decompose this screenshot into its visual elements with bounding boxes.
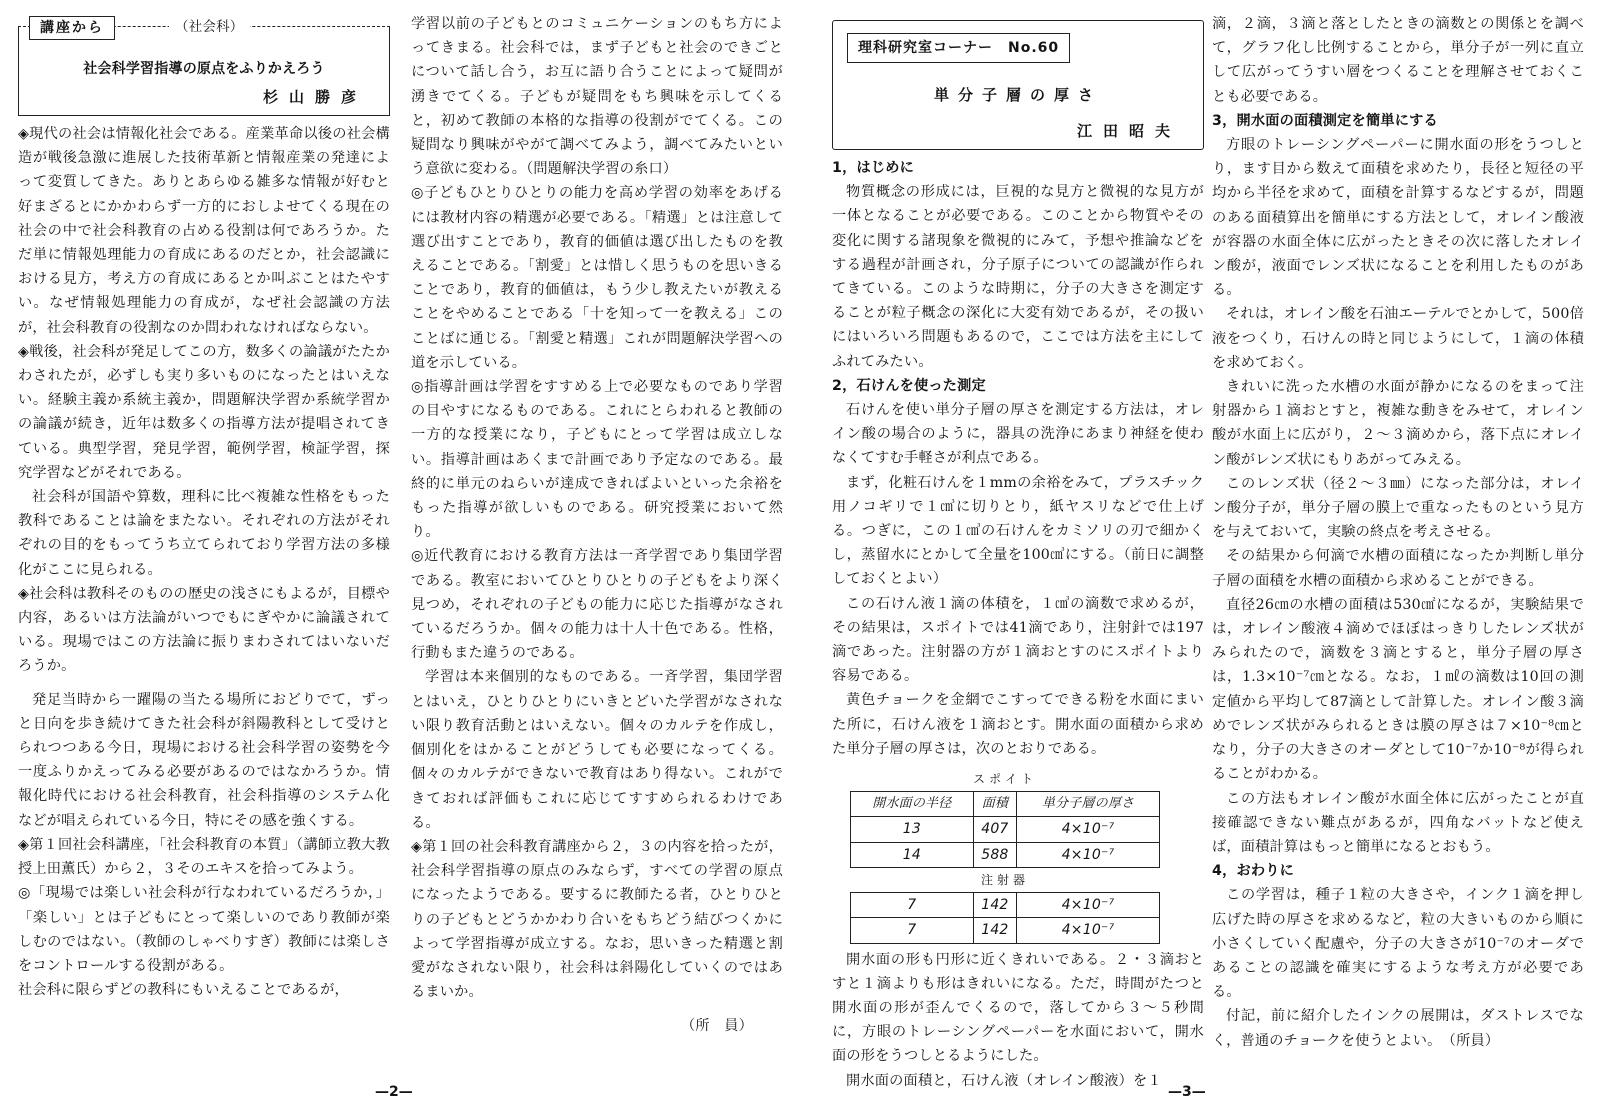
paragraph: ◈社会科は教科そのものの歴史の浅さにもよるが，目標や内容，あるいは方法論がいつでもにぎやかに論議されている。現場ではこの方法論に振りまわされてはいないだろうか。	[18, 585, 390, 675]
table-cell: 7	[851, 918, 974, 943]
left-column-2	[411, 12, 783, 1074]
corner-tag: 理科研究室コーナー No.60	[847, 33, 1070, 63]
group-label-syringe: 注射器	[980, 872, 1029, 887]
paragraph: 黄色チョークを金網でこすってできる粉を水面にまいた所に，石けん液を１滴おとす。開水面の面積から求めた単分子層の厚さは，次のとおりである。	[832, 692, 1204, 757]
table-cell: 4×10⁻⁷	[1017, 893, 1160, 918]
paragraph: 社会科が国語や算数，理科に比べ複雑な性格をもった教科であることは論をまたない。それぞれの方法がそれぞれの目的をもってうち立てられており学習方法の多様化がここに見られる。	[18, 489, 390, 578]
paragraph: 石けんを使い単分子層の厚さを測定する方法は，オレイン酸の場合のように，器具の洗浄にあまり神経を使わなくてすむ手軽さが利点である。	[832, 402, 1204, 467]
page-number-left: —2—	[375, 1084, 413, 1100]
paragraph: 滴，２滴，３滴と落としたときの滴数との関係とを調べて，グラフ化し比例することから，単分子が一列に直立して広がってうすい層をつくることを理解させておくことも必要である。	[1212, 16, 1584, 105]
table-row	[851, 842, 1160, 867]
group-label-dropper: スポイト	[972, 772, 1037, 787]
paragraph: ◈第１回社会科講座，「社会科教育の本質」（講師立教大教授上田薫氏）から２，３そのエキスを拾ってみよう。	[18, 836, 390, 878]
table-cell: 4×10⁻⁷	[1017, 817, 1160, 842]
table-cell: 14	[851, 842, 974, 867]
paragraph: 開水面の形も円形に近くきれいである。２・３滴おとすと１滴よりも形はきれいになる。ただ，時間がたつと開水面の形が歪んでくるので，落してから３～５秒間に，方眼のトレーシングペーパーを水面において，開水面の形をうつしとるようにした。	[832, 951, 1204, 1065]
paragraph: 付記，前に紹介したインクの展開は，ダストレスでなく，普通のチョークを使うとよい。 （所員）	[1212, 1008, 1584, 1049]
paragraph: 学習は本来個別的なものである。一斉学習，集団学習とはいえ，ひとりひとりにいきとどいた学習がなされない限り教育活動とはいえない。個々のカルテを作成し，個別化をはかることがどうしても必要になってくる。個々のカルテができないで教育はあり得ない。これができておれば評価もこれに応じてすすめられるわけである。	[411, 669, 783, 831]
table-row	[851, 918, 1160, 943]
paragraph: この方法もオレイン酸が水面全体に広がったことが直接確認できない難点があるが，四角なバットなど使えば，面積計算はもっと簡単になるとおもう。	[1212, 790, 1584, 855]
table-cell: 407	[973, 817, 1016, 842]
paragraph: ◈第１回の社会科教育講座から２，３の内容を拾ったが，社会科学習指導の原点のみならず，すべての学習の原点になったようである。要するに教師たる者，ひとりひとりの子どもとどうかかわり合いをもちどう結びつくかによって学習指導が成立する。なお，思いきった精選と割愛がなされない限り，社会科は斜陽化していくのではあるまいか。	[411, 838, 783, 1001]
paragraph: 発足当時から一躍陽の当たる場所におどりでて，ずっと日向を歩き続けてきた社会科が斜陽教科として受けとられつつある今日，現場における社会科学習の姿勢を今一度ふりかえってみる必要があるのではなかろうか。情報化時代における社会科教育，社会科指導のシステム化などが唱えられている今日，特にその感を強くする。	[18, 691, 390, 829]
paragraph: ◎近代教育における教育方法は一斉学習であり集団学習である。教室においてひとりひとりの子どもをより深く見つめ，それぞれの子どもの能力に応じた指導がなされているだろうか。個々の能力は十人十色である。性格，行動もまた違うのである。	[411, 548, 783, 662]
table-cell: 588	[973, 842, 1016, 867]
table-cell: 4×10⁻⁷	[1017, 918, 1160, 943]
paragraph: その結果から何滴で水槽の面積になったか判断し単分子層の面積を水槽の面積から求めることができる。	[1212, 548, 1584, 589]
paragraph: ◎「現場では楽しい社会科が行なわれているだろうか，」「楽しい」とは子どもにとって楽しいのであり教師が楽しむのではない。（教師のしゃべりすぎ）教師には楽しさをコントロールする役割がある。	[18, 885, 390, 974]
paragraph: 直径26㎝の水槽の面積は530㎠になるが，実験結果では，オレイン酸液４滴めでほぼはっきりしたレンズ状がみられたので，滴数を３滴とすると，単分子層の厚さは，1.3×10⁻⁷㎝となる。なお，１㎖の滴数は10回の測定値から平均して87滴として計算した。オレイン酸３滴めでレンズ状がみられるときは膜の厚さは７×10⁻⁸㎝となり，分子の大きさのオーダとして10⁻⁷か10⁻⁸が得られることがわかる。	[1212, 596, 1584, 783]
table-header: 開水面の半径	[851, 792, 974, 817]
lecture-title-box	[18, 19, 390, 116]
table-cell: 7	[851, 893, 974, 918]
signoff: （所 員）	[681, 1018, 753, 1035]
table-header-row	[851, 792, 1160, 817]
section-heading: 2，石けんを使った測定	[832, 377, 986, 394]
right-column-2	[1212, 12, 1584, 1087]
table-cell: 142	[973, 918, 1016, 943]
table-header: 面積	[973, 792, 1016, 817]
paragraph: それは，オレイン酸を石油エーテルでとかして，500倍液をつくり，石けんの時と同じようにして，１滴の体積を求めておく。	[1212, 306, 1584, 371]
paragraph: 開水面の面積と，石けん液（オレイン酸液）を１	[846, 1072, 1162, 1089]
paragraph: ◈現代の社会は情報化社会である。産業革命以後の社会構造が戦後急激に進展した技術革新と情報産業の発達によって変質してきた。ありとあらゆる雑多な情報が好むと好まざるとにかかわらず一方的におしよせてくる現在の社会の中で社会科教育の占める役割は何であろうか。ただ単に情報処理能力の育成にあるのだとか，社会認識における見方，考え方の育成にあるとか叫ぶことはたやすい。なぜ情報処理能力の育成が，なぜ社会認識の方法が，社会科教育の役割なのか問われなければならない。	[18, 126, 390, 336]
paragraph: 社会科に限らずどの教科にもいえることであるが，	[18, 982, 349, 999]
lecture-tag: 講座から	[29, 16, 115, 40]
table-header: 単分子層の厚さ	[1017, 792, 1160, 817]
article-title: 社会科学習指導の原点をふりかえろう	[83, 61, 325, 77]
left-column-1	[18, 12, 390, 1074]
section-heading: 3，開水面の面積測定を簡単にする	[1212, 112, 1438, 129]
paragraph: 方眼のトレーシングペーパーに開水面の形をうつしとり，ます目から数えて面積を求めたり，長径と短径の平均から半径を求めて，面積を計算するなどするが，問題のある面積算出を簡単にする方法として，オレイン酸液が容器の水面全体に広がったときその次に落したオレイン酸が，液面でレンズ状になることを利用したものがある。	[1212, 137, 1584, 299]
paragraph: ◎指導計画は学習をすすめる上で必要なものであり学習の目やすになるものである。これにとらわれると教師の一方的な授業になり，子どもにとって学習は成立しない。指導計画はあくまで計画であり予定なのである。最終的に単元のねらいが達成できればよいといった余裕をもった指導が欲しいものである。研究授業において然り。	[411, 379, 783, 541]
table-row	[851, 817, 1160, 842]
subject-label: （社会科）	[169, 16, 250, 38]
paragraph: 学習以前の子どもとのコミュニケーションのもち方によってきまる。社会科では，まず子どもと社会のできごとについて話し合う，お互に語り合うことによって疑問が湧きでてくる。子どもが疑問をもち興味を示してくると，初めて教師の本格的な指導の役割がでてくる。この疑問なり興味がやがて調べてみよう，調べてみたいという意欲に変わる。（問題解決学習の糸口）	[411, 16, 783, 178]
corner-title-box	[832, 20, 1204, 150]
table-row	[851, 893, 1160, 918]
paragraph: このレンズ状（径２～３㎜）になった部分は，オレイン酸分子が，単分子層の膜上で重なったものという見方を与えておいて，実験の終点を考えさせる。	[1212, 475, 1584, 541]
paragraph: 物質概念の形成には，巨視的な見方と微視的な見方が一体となることが必要である。このことから物質やその変化に関する諸現象を微視的にみて，予想や推論などをする過程が計画され，分子原子についての認識が作られてきている。このような時期に，分子の大きさを測定することが粒子概念の深化に大変有効であるが，その扱いにはいろいろ問題もあるので，ここでは方法を主にしてふれてみたい。	[832, 184, 1204, 370]
article-title: 単分子層の厚さ	[933, 86, 1102, 104]
section-heading: 4，おわりに	[1212, 863, 1295, 880]
measurement-table	[850, 767, 1160, 943]
paragraph: ◈戦後，社会科が発足してこの方，数多くの論議がたたかわされたが，必ずしも実り多いものになったとはいえない。経験主義か系統主義か，問題解決学習か系統学習かの論議が続き，近年は数多くの指導方法が提唱されてきている。典型学習，発見学習，範例学習，検証学習，探究学習などがそれである。	[18, 343, 390, 481]
page-number-right: —3—	[1168, 1084, 1206, 1100]
article-author: 杉山勝彦	[262, 88, 367, 106]
article-author: 江田昭夫	[1076, 122, 1181, 140]
table-cell: 142	[973, 893, 1016, 918]
table-cell: 13	[851, 817, 974, 842]
paragraph: この石けん液１滴の体積を，１㎤の滴数で求めるが，その結果は，スポイトでは41滴であり，注射針では197滴であった。注射器の方が１滴おとすのにスポイトより容易である。	[832, 595, 1204, 685]
paragraph: きれいに洗った水槽の水面が静かになるのをまって注射器から１滴おとすと，複雑な動きをみせて，オレイン酸が水面上に広がり，２～３滴めから，落下点にオレイン酸がレンズ状にもりあがってみえる。	[1212, 379, 1584, 468]
table-cell: 4×10⁻⁷	[1017, 842, 1160, 867]
right-column-1	[832, 12, 1204, 1092]
paragraph: この学習は，種子１粒の大きさや，インク１滴を押し広げた時の厚さを求めるなど，粒の大きいものから順に小さくしていく配慮や，分子の大きさが10⁻⁷のオーダであることの認識を確実にするような考え方が必要である。	[1212, 887, 1584, 1001]
paragraph: ◎子どもひとりひとりの能力を高め学習の効率をあげるには教材内容の精選が必要である。「精選」とは注意して選び出すことであり，教育的価値は選び出したものを教えることである。「割愛」とは惜しく思うものを思いきることであり，教育的価値は，もう少し教えたいが教えることをやめることである「十を知って一を教える」このことばに通じる。「割愛と精選」これが問題解決学習への道を示している。	[411, 185, 783, 371]
section-heading: 1，はじめに	[832, 160, 915, 176]
paragraph: まず，化粧石けんを１mmの余裕をみて，プラスチック用ノコギリで１㎤に切りとり，紙ヤスリなどで仕上げる。つぎに，この１㎤の石けんをカミソリの刃で細かくし，蒸留水にとかして全量を100㎤にする。（前日に調整しておくとよい）	[832, 474, 1204, 588]
